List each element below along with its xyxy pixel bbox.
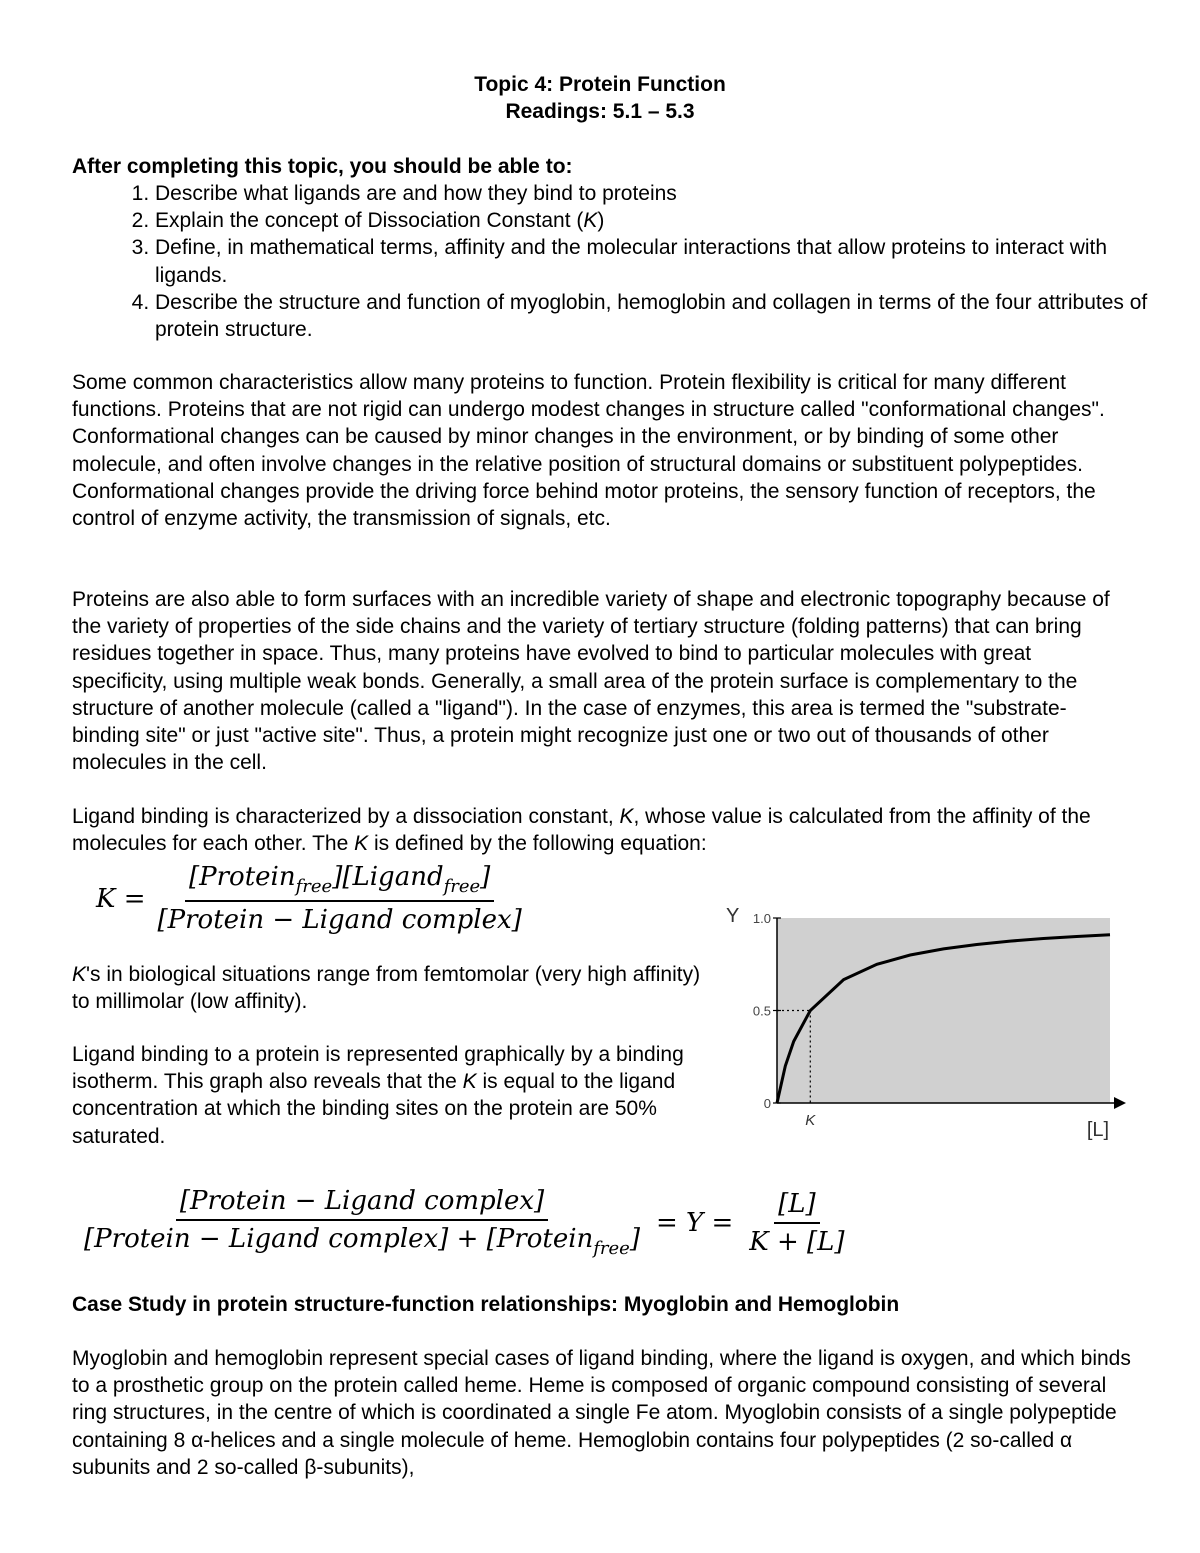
k-symbol: K bbox=[583, 209, 598, 233]
objective-text-close: ) bbox=[597, 209, 605, 233]
ligand-denominator: K + [L] bbox=[749, 1226, 845, 1257]
eq-text: ] bbox=[480, 862, 491, 892]
objective-item bbox=[155, 207, 1165, 234]
eq-subscript: free bbox=[443, 876, 481, 897]
y-tick-label: 0 bbox=[763, 1096, 771, 1111]
eq-text: [Protein bbox=[188, 862, 296, 892]
paragraph-k-range bbox=[72, 961, 712, 1015]
x-axis-label: [L] bbox=[1086, 1119, 1110, 1141]
k-symbol: K bbox=[354, 832, 369, 856]
page-title: Topic 4: Protein Function bbox=[474, 73, 726, 96]
x-axis-arrowhead bbox=[1114, 1097, 1126, 1109]
objectives-list bbox=[110, 180, 1165, 343]
paragraph-protein-surfaces: Proteins are also able to form surfaces with an incredible variety of shape and electronic topography because of the variety of properties of the side chains and the variety of tertiary structure (folding patterns) that can bring residues together in space. Thus, many proteins have evolved to bind to particular molecules with great specificity, using multiple weak bonds. Generally, a small area of the protein surface is complementary to the structure of another molecule (called a "ligand"). In the case of enzymes, this area is termed the "substrate-binding site" or just "active site". Thus, a protein might recognize just one or two out of thousands of other molecules in the cell. bbox=[72, 588, 1110, 775]
ligand-fraction bbox=[745, 1189, 848, 1257]
text-run: 's in biological situations range from femtomolar (very high affinity) to millimolar (low affinity). bbox=[72, 963, 701, 1014]
saturation-numerator: [Protein − Ligand complex] bbox=[176, 1186, 548, 1221]
objective-item: 4. Describe the structure and function of myoglobin, hemoglobin and collagen in terms of the four attributes of protein structure. bbox=[155, 289, 1165, 343]
equation-numerator bbox=[185, 862, 494, 902]
dissociation-constant-equation bbox=[96, 862, 526, 935]
equation-middle: = Y = bbox=[656, 1207, 734, 1238]
binding-isotherm-chart bbox=[722, 898, 1132, 1148]
k-symbol: K bbox=[72, 963, 87, 986]
equation-fraction bbox=[153, 862, 525, 935]
text-run: , whose value is calculated from the affinity of the molecules for each other. The bbox=[72, 805, 1091, 856]
objective-item: 3. Define, in mathematical terms, affinity and the molecular interactions that allow proteins to interact with ligands. bbox=[155, 234, 1165, 288]
text-run: is defined by the following equation: bbox=[368, 832, 707, 856]
y-axis-label: Y bbox=[726, 905, 740, 927]
eq-text: ] bbox=[629, 1224, 640, 1254]
text-run: is equal to the ligand concentration at which the binding sites on the protein are 50% saturated. bbox=[72, 1070, 676, 1148]
paragraph-dissociation-constant bbox=[72, 803, 1132, 857]
saturation-fraction bbox=[80, 1186, 644, 1259]
k-tick-label: K bbox=[805, 1112, 816, 1129]
paragraph-conformational-changes: Some common characteristics allow many proteins to function. Protein flexibility is critical for many different functions. Proteins that are not rigid can undergo modest changes in structure called "conformational changes". Conformational changes can be caused by minor changes in the environment, or by binding of some other molecule, and often involve changes in the relative position of structural domains or substituent polypeptides. Conformational changes provide the driving force behind motor proteins, the sensory function of receptors, the control of enzyme activity, the transmission of signals, etc. bbox=[72, 371, 1105, 531]
objectives-heading: After completing this topic, you should be able to: bbox=[72, 155, 573, 178]
text-run: Ligand binding is characterized by a dissociation constant, bbox=[72, 805, 620, 828]
y-tick-label: 1.0 bbox=[752, 911, 771, 926]
eq-subscript: free bbox=[593, 1238, 630, 1259]
k-symbol: K bbox=[619, 805, 634, 828]
equation-lhs: K = bbox=[96, 883, 146, 914]
fractional-saturation-equation bbox=[80, 1186, 849, 1259]
eq-subscript: free bbox=[295, 876, 333, 897]
eq-text: ][Ligand bbox=[332, 862, 444, 892]
equation-denominator: [Protein − Ligand complex] bbox=[157, 905, 522, 935]
paragraph-myoglobin-hemoglobin: Myoglobin and hemoglobin represent special cases of ligand binding, where the ligand is oxygen, and which binds to a prosthetic group on the protein called heme. Heme is composed of organic compound consisting of several ring structures, in the centre of which is coordinated a single Fe atom. Myoglobin consists of a single polypeptide containing 8 α-helices and a single molecule of heme. Hemoglobin contains four polypeptides (2 so-called α subunits and 2 so-called β-subunits), bbox=[72, 1347, 1131, 1479]
text-run: Ligand binding to a protein is represented graphically by a binding isotherm. This graph also reveals that the bbox=[72, 1043, 684, 1094]
objective-item: 1. Describe what ligands are and how they bind to proteins bbox=[155, 180, 1165, 207]
objective-text: Explain the concept of Dissociation Constant ( bbox=[155, 209, 584, 233]
readings-line: Readings: 5.1 – 5.3 bbox=[505, 100, 695, 123]
case-study-heading: Case Study in protein structure-function relationships: Myoglobin and Hemoglobin bbox=[72, 1293, 900, 1316]
eq-text: [Protein − Ligand complex] + [Protein bbox=[84, 1224, 594, 1254]
paragraph-binding-isotherm bbox=[72, 1041, 712, 1150]
y-tick-label: 0.5 bbox=[752, 1003, 771, 1019]
chart-plot-background bbox=[777, 918, 1110, 1103]
ligand-numerator: [L] bbox=[774, 1189, 820, 1224]
saturation-denominator bbox=[80, 1221, 644, 1259]
k-symbol: K bbox=[462, 1070, 477, 1094]
